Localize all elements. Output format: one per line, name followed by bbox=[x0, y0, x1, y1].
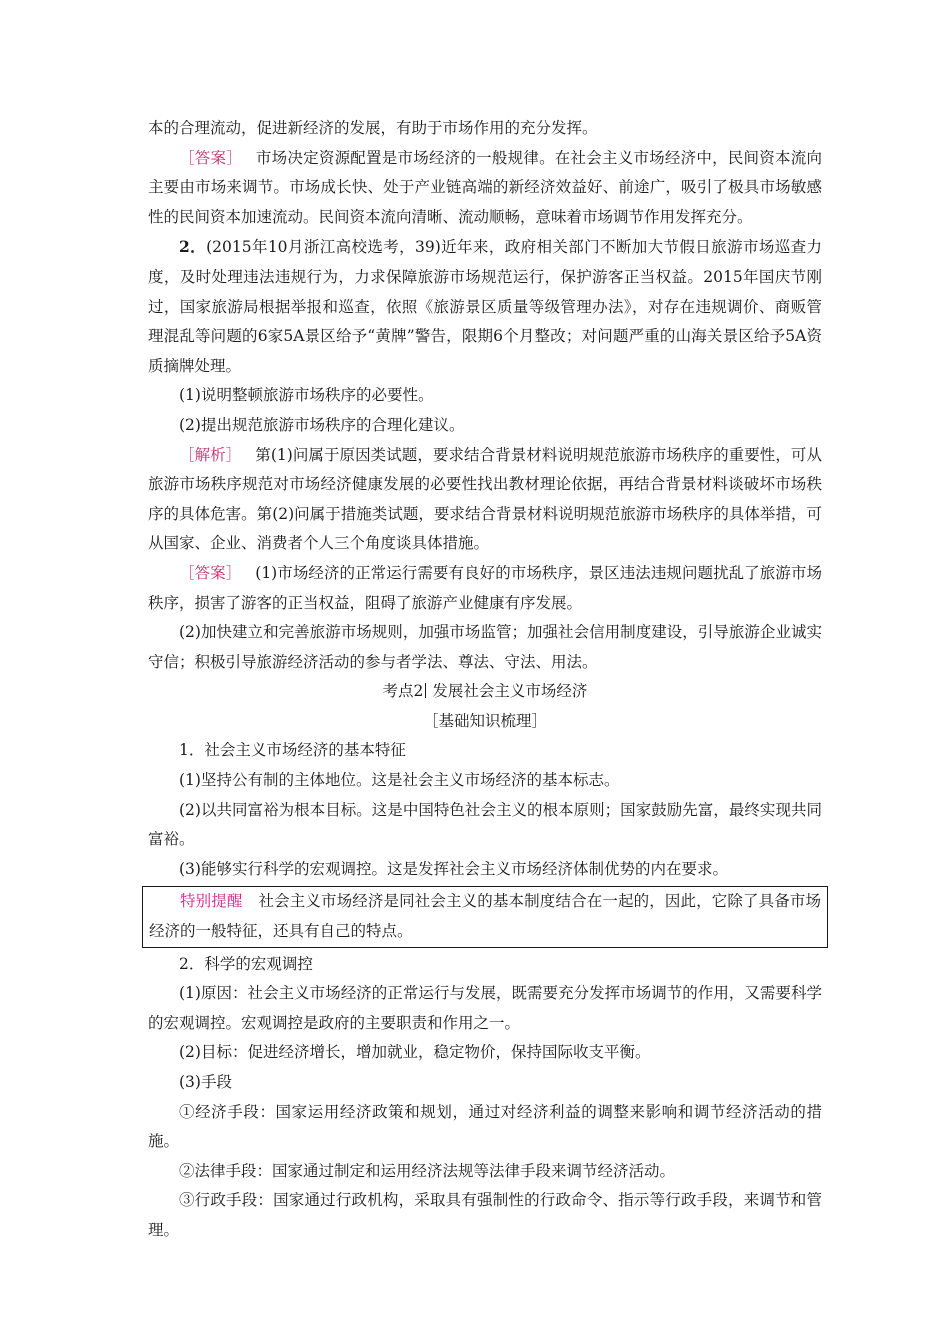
section-heading bbox=[148, 677, 822, 707]
document-body bbox=[148, 114, 822, 1246]
point-1-title: 1．社会主义市场经济的基本特征 bbox=[179, 741, 406, 760]
means-economic: ①经济手段：国家运用经济政策和规划，通过对经济利益的调整来影响和调节经济活动的措施。 bbox=[148, 1102, 822, 1151]
question-2-sub-1: (1)说明整顿旅游市场秩序的必要性。 bbox=[179, 386, 434, 405]
answer-tag: ［答案］ bbox=[179, 148, 242, 167]
answer-1 bbox=[148, 144, 822, 233]
point-2-item-1: (1)原因：社会主义市场经济的正常运行与发展，既需要充分发挥市场调节的作用，又需要科学的宏观调控。宏观调控是政府的主要职责和作用之一。 bbox=[148, 984, 822, 1032]
question-2-sub-2: (2)提出规范旅游市场秩序的合理化建议。 bbox=[179, 415, 465, 434]
section-label: 考点2 bbox=[382, 682, 424, 701]
point-1-item-2: (2)以共同富裕为根本目标。这是中国特色社会主义的根本原则；国家鼓励先富，最终实现共同富裕。 bbox=[148, 800, 822, 849]
point-2-item-2: (2)目标：促进经济增长，增加就业，稳定物价，保持国际收支平衡。 bbox=[179, 1043, 651, 1062]
subsection-heading: ［基础知识梳理］ bbox=[422, 711, 547, 730]
question-source: (2015年10月浙江高校选考，39) bbox=[206, 238, 441, 257]
section-title: 发展社会主义市场经济 bbox=[432, 682, 588, 701]
analysis bbox=[148, 441, 822, 559]
section-divider bbox=[425, 683, 426, 698]
answer-2-text-1: (1)市场经济的正常运行需要有良好的市场秩序，景区违法违规问题扰乱了旅游市场秩序，损害了游客的正当权益，阻碍了旅游产业健康有序发展。 bbox=[148, 563, 822, 612]
point-2-title: 2．科学的宏观调控 bbox=[179, 954, 313, 973]
tip-box bbox=[142, 886, 828, 947]
answer-1-text: 市场决定资源配置是市场经济的一般规律。在社会主义市场经济中，民间资本流向主要由市场来调节。市场成长快、处于产业链高端的新经济效益好、前途广，吸引了极具市场敏感性的民间资本加速流动。民间资本流向清晰、流动顺畅，意味着市场调节作用发挥充分。 bbox=[148, 148, 822, 226]
tip-text: 社会主义市场经济是同社会主义的基本制度结合在一起的，因此，它除了具备市场经济的一般特征，还具有自己的特点。 bbox=[149, 892, 821, 941]
answer-tag: ［答案］ bbox=[179, 563, 242, 582]
answer-2 bbox=[148, 559, 822, 618]
analysis-tag: ［解析］ bbox=[179, 445, 242, 464]
point-1-item-3: (3)能够实行科学的宏观调控。这是发挥社会主义市场经济体制优势的内在要求。 bbox=[179, 859, 728, 878]
point-1-item-1: (1)坚持公有制的主体地位。这是社会主义市场经济的基本标志。 bbox=[179, 771, 620, 790]
question-2-text: 近年来，政府相关部门不断加大节假日旅游市场巡查力度，及时处理违法违规行为，力求保障旅游市场规范运行，保护游客正当权益。2015年国庆节刚过，国家旅游局根据举报和巡查，依照《旅游景区质量等级管理办法》，对存在违规调价、商贩管理混乱等问题的6家5A景区给予“黄牌”警告，限期6个月整改；对问题严重的山海关景区给予5A资质摘牌处理。 bbox=[148, 238, 822, 375]
means-administrative: ③行政手段：国家通过行政机构，采取具有强制性的行政命令、指示等行政手段，来调节和管理。 bbox=[148, 1191, 822, 1239]
question-number: 2． bbox=[179, 237, 207, 257]
analysis-text: 第(1)问属于原因类试题，要求结合背景材料说明规范旅游市场秩序的重要性，可从旅游市场秩序规范对市场经济健康发展的必要性找出教材理论依据，再结合背景材料谈破坏市场秩序的具体危害。第(2)问属于措施类试题，要求结合背景材料说明规范旅游市场秩序的具体举措，可从国家、企业、消费者个人三个角度谈具体措施。 bbox=[148, 445, 822, 553]
point-2-item-3: (3)手段 bbox=[179, 1073, 232, 1091]
tip-tag: 特别提醒 bbox=[180, 892, 243, 911]
answer-2-text-2: (2)加快建立和完善旅游市场规则，加强市场监管；加强社会信用制度建设，引导旅游企业诚实守信；积极引导旅游经济活动的参与者学法、尊法、守法、用法。 bbox=[148, 623, 822, 671]
means-legal: ②法律手段：国家通过制定和运用经济法规等法律手段来调节经济活动。 bbox=[179, 1161, 676, 1180]
tip-paragraph bbox=[149, 887, 821, 946]
question-2 bbox=[148, 232, 822, 381]
paragraph-continuation: 本的合理流动，促进新经济的发展，有助于市场作用的充分发挥。 bbox=[148, 119, 598, 137]
